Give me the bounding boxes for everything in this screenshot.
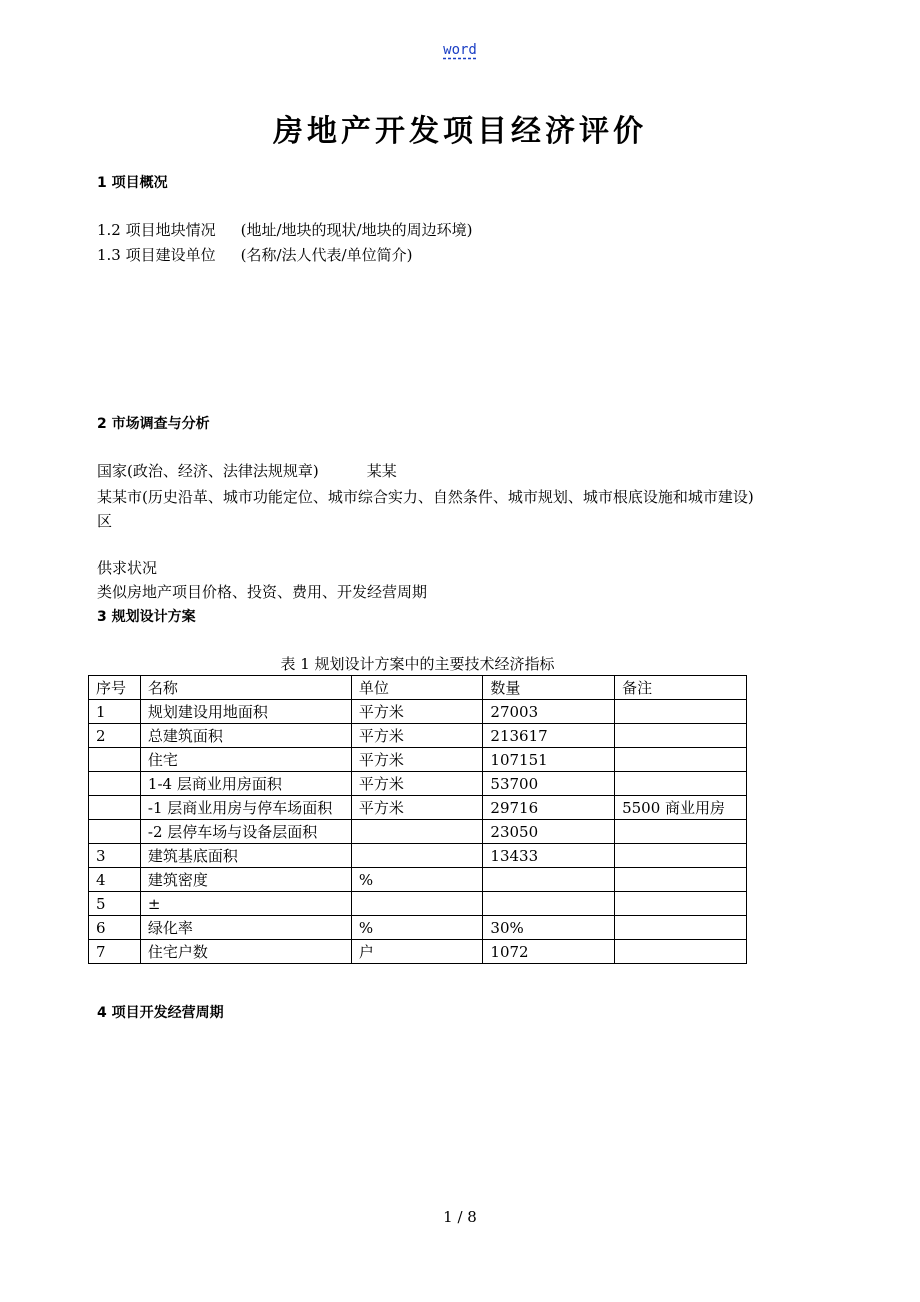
table-cell: ± [140,892,351,916]
section-4-heading: 4 项目开发经营周期 [97,1005,224,1021]
page-number: 1 / 8 [443,1208,477,1226]
header-word-link[interactable]: word [443,42,477,58]
table-cell: 213617 [483,724,615,748]
table-cell: 7 [89,940,141,964]
table-cell [483,892,615,916]
table-cell: % [351,868,483,892]
table-cell: 29716 [483,796,615,820]
market-placeholder-text: 某某 [366,462,397,480]
item-1-2-line [97,219,472,240]
table-cell: 平方米 [351,724,483,748]
table-row [89,844,747,868]
table-row [89,796,747,820]
table-cell [351,820,483,844]
item-1-2-label: 1.2 项目地块情况 [97,221,216,239]
table-cell [615,916,747,940]
table-row [89,940,747,964]
table-cell [615,940,747,964]
table-cell [89,772,141,796]
table-row [89,772,747,796]
table-row [89,748,747,772]
table-cell: 平方米 [351,772,483,796]
table-cell: % [351,916,483,940]
planning-indicators-table [88,675,747,964]
item-1-3-note: (名称/法人代表/单位简介) [240,246,413,264]
table-row [89,868,747,892]
table-cell [89,748,141,772]
section-3-heading: 3 规划设计方案 [97,609,196,625]
table-cell: 住宅户数 [140,940,351,964]
table-cell: 户 [351,940,483,964]
table-cell: 总建筑面积 [140,724,351,748]
table-cell: 名称 [140,676,351,700]
market-line-district: 区 [97,512,113,530]
table-cell: 27003 [483,700,615,724]
table-header-row [89,676,747,700]
item-1-3-line [97,244,412,265]
table-cell [615,700,747,724]
table-cell [89,796,141,820]
table-caption: 表 1 规划设计方案中的主要技术经济指标 [280,655,555,673]
table-cell: 6 [89,916,141,940]
table-cell: 107151 [483,748,615,772]
table-cell: 2 [89,724,141,748]
table-cell: 5 [89,892,141,916]
table-cell: 住宅 [140,748,351,772]
market-line-city: 某某市(历史沿革、城市功能定位、城市综合实力、自然条件、城市规划、城市根底设施和城市建设) [97,488,754,506]
table-row [89,724,747,748]
table-cell [615,724,747,748]
market-line-similar: 类似房地产项目价格、投资、费用、开发经营周期 [97,583,428,601]
table-row [89,916,747,940]
table-cell: 23050 [483,820,615,844]
document-title: 房地产开发项目经济评价 [273,114,647,149]
table-row [89,820,747,844]
table-cell: 建筑密度 [140,868,351,892]
table-cell: 13433 [483,844,615,868]
market-line-national [97,460,397,481]
section-2-heading: 2 市场调查与分析 [97,416,210,432]
table-cell: 5500 商业用房 [615,796,747,820]
table-cell: 3 [89,844,141,868]
table-cell: 1-4 层商业用房面积 [140,772,351,796]
table-row [89,700,747,724]
table-cell: 绿化率 [140,916,351,940]
table-cell: 1 [89,700,141,724]
market-line-supply: 供求状况 [97,559,158,577]
table-cell: 平方米 [351,700,483,724]
table-cell: 1072 [483,940,615,964]
table-cell [615,844,747,868]
table-cell [615,820,747,844]
table-cell: -2 层停车场与设备层面积 [140,820,351,844]
table-cell [89,820,141,844]
table-cell: 备注 [615,676,747,700]
table-cell: 平方米 [351,748,483,772]
table-cell: 30% [483,916,615,940]
table-row [89,892,747,916]
table-cell [615,892,747,916]
table-cell [615,748,747,772]
item-1-2-note: (地址/地块的现状/地块的周边环境) [240,221,473,239]
table-cell: 规划建设用地面积 [140,700,351,724]
table-cell: 单位 [351,676,483,700]
table-cell [615,772,747,796]
table-cell: 平方米 [351,796,483,820]
table-cell: 53700 [483,772,615,796]
table-cell [351,892,483,916]
table-cell: 4 [89,868,141,892]
market-national-text: 国家(政治、经济、法律法规规章) [97,462,319,480]
table-cell [483,868,615,892]
table-cell: 建筑基底面积 [140,844,351,868]
table-cell [351,844,483,868]
item-1-3-label: 1.3 项目建设单位 [97,246,216,264]
table-cell: 序号 [89,676,141,700]
table-cell: -1 层商业用房与停车场面积 [140,796,351,820]
table-cell: 数量 [483,676,615,700]
section-1-heading: 1 项目概况 [97,175,168,191]
table-cell [615,868,747,892]
